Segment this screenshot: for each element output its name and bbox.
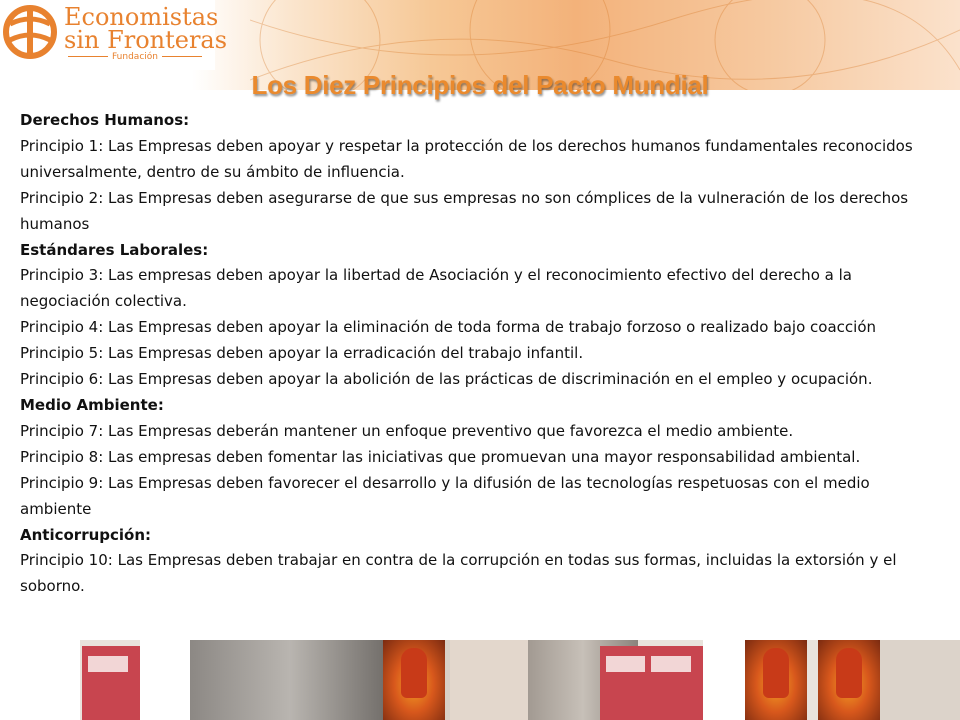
hand-image	[745, 640, 807, 720]
globe-cross-icon	[2, 4, 58, 60]
principle-text: Principio 3: Las empresas deben apoyar la libertad de Asociación y el reconocimiento efectivo del derecho a la negociación colectiva.	[20, 266, 852, 311]
principle-text: Principio 2: Las Empresas deben asegurarse de que sus empresas no son cómplices de la vulneración de los derechos humanos	[20, 188, 909, 233]
principle-text: Principio 10: Las Empresas deben trabajar en contra de la corrupción en todas sus formas, incluidas la extorsión y el soborno.	[20, 551, 897, 596]
strip-blank	[0, 640, 80, 720]
principles-text	[20, 108, 945, 600]
image-strip	[0, 640, 960, 720]
hand-image	[383, 640, 445, 720]
section-heading: Medio Ambiente:	[20, 395, 164, 414]
principle-text: Principio 1: Las Empresas deben apoyar y respetar la protección de los derechos humanos fundamentales reconocidos universalmente, dentro de su ámbito de influencia.	[20, 136, 913, 181]
logo-subtitle: Fundación	[64, 52, 200, 62]
principle-text: Principio 7: Las Empresas deberán mantener un enfoque preventivo que favorezca el medio ambiente.	[20, 421, 794, 440]
pattern-image	[880, 640, 960, 720]
principle-text: Principio 6: Las Empresas deben apoyar la abolición de las prácticas de discriminación en el empleo y ocupación.	[20, 370, 873, 389]
logo-text-line2: sin Fronteras	[64, 26, 228, 54]
pattern-image	[450, 640, 530, 720]
logo	[0, 0, 228, 70]
principle-text: Principio 9: Las Empresas deben favorecer el desarrollo y la difusión de las tecnologías respetuosas con el medio ambiente	[20, 473, 870, 518]
section-heading: Anticorrupción:	[20, 525, 152, 544]
page-title: Los Diez Principios del Pacto Mundial	[251, 70, 709, 100]
hand-image	[818, 640, 880, 720]
section-heading: Derechos Humanos:	[20, 111, 190, 129]
principle-text: Principio 4: Las Empresas deben apoyar la eliminación de toda forma de trabajo forzoso o realizado bajo coacción	[20, 318, 877, 337]
principle-text: Principio 8: Las empresas deben fomentar las iniciativas que promuevan una mayor responsabilidad ambiental.	[20, 447, 861, 466]
figure-image	[140, 640, 190, 720]
book-cover-image	[645, 646, 703, 720]
section-heading: Estándares Laborales:	[20, 240, 209, 259]
book-cover-image	[82, 646, 140, 720]
logo-text-line1: Economistas	[64, 3, 219, 31]
meeting-photo	[190, 640, 390, 720]
principle-text: Principio 5: Las Empresas deben apoyar la erradicación del trabajo infantil.	[20, 344, 584, 363]
